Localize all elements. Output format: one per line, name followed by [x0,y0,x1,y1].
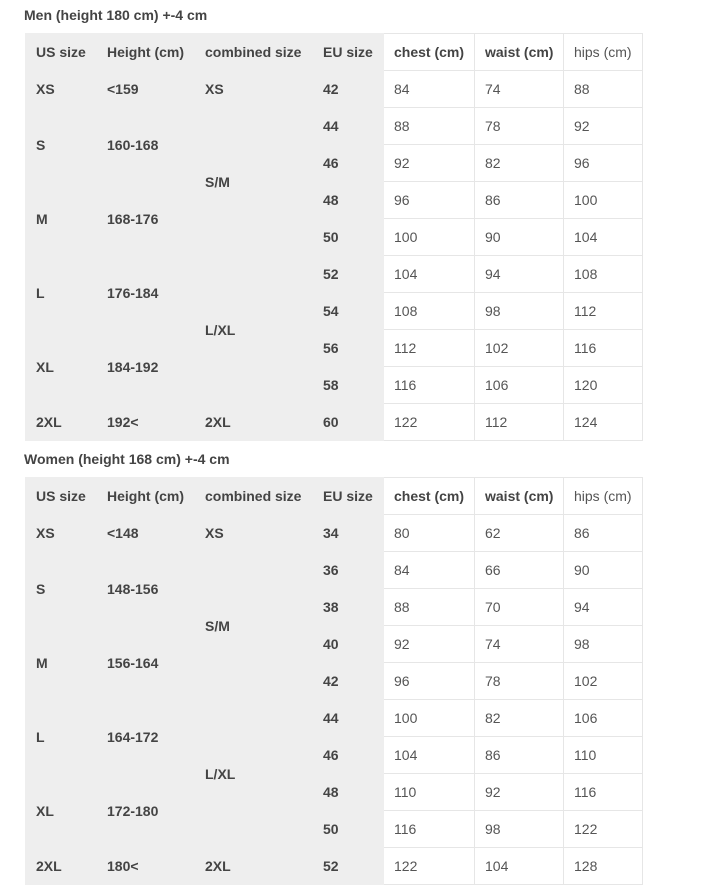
combined-size-cell: L/XL [195,256,313,404]
chest-cell: 88 [384,589,475,626]
column-header-eu-size: EU size [313,34,384,71]
eu-size-cell: 46 [313,737,384,774]
us-size-cell: M [26,626,97,700]
waist-cell: 66 [475,552,564,589]
chest-cell: 122 [384,848,475,885]
hips-cell: 124 [564,404,643,441]
eu-size-cell: 38 [313,589,384,626]
eu-size-cell: 36 [313,552,384,589]
hips-cell: 88 [564,71,643,108]
hips-cell: 110 [564,737,643,774]
height-cell: 180< [97,848,195,885]
eu-size-cell: 42 [313,663,384,700]
combined-size-cell: S/M [195,552,313,700]
chest-cell: 96 [384,663,475,700]
chest-cell: 116 [384,811,475,848]
eu-size-cell: 58 [313,367,384,404]
eu-size-cell: 54 [313,293,384,330]
column-header-combined-size: combined size [195,478,313,515]
chest-cell: 100 [384,219,475,256]
column-header-height: Height (cm) [97,34,195,71]
column-header-us-size: US size [26,34,97,71]
height-cell: 160-168 [97,108,195,182]
us-size-cell: L [26,256,97,330]
chest-cell: 92 [384,626,475,663]
column-header-hips: hips (cm) [564,478,643,515]
waist-cell: 62 [475,515,564,552]
hips-cell: 112 [564,293,643,330]
chest-cell: 92 [384,145,475,182]
table-row [26,71,643,108]
table-header-row [26,34,643,71]
combined-size-cell: L/XL [195,700,313,848]
chest-cell: 110 [384,774,475,811]
combined-size-cell: S/M [195,108,313,256]
eu-size-cell: 52 [313,848,384,885]
chest-cell: 104 [384,737,475,774]
chest-cell: 112 [384,330,475,367]
waist-cell: 102 [475,330,564,367]
table-row [26,515,643,552]
table-row [26,182,643,219]
table-row [26,552,643,589]
waist-cell: 112 [475,404,564,441]
hips-cell: 90 [564,552,643,589]
us-size-cell: 2XL [26,848,97,885]
combined-size-cell: XS [195,71,313,108]
table-row [26,700,643,737]
waist-cell: 82 [475,700,564,737]
us-size-cell: M [26,182,97,256]
combined-size-cell: 2XL [195,404,313,441]
hips-cell: 94 [564,589,643,626]
chest-cell: 122 [384,404,475,441]
column-header-combined-size: combined size [195,34,313,71]
column-header-height: Height (cm) [97,478,195,515]
height-cell: 168-176 [97,182,195,256]
waist-cell: 106 [475,367,564,404]
waist-cell: 86 [475,182,564,219]
column-header-waist: waist (cm) [475,34,564,71]
eu-size-cell: 48 [313,774,384,811]
chest-cell: 100 [384,700,475,737]
height-cell: 172-180 [97,774,195,848]
hips-cell: 106 [564,700,643,737]
height-cell: 148-156 [97,552,195,626]
eu-size-cell: 50 [313,811,384,848]
hips-cell: 116 [564,774,643,811]
waist-cell: 86 [475,737,564,774]
hips-cell: 96 [564,145,643,182]
us-size-cell: L [26,700,97,774]
hips-cell: 116 [564,330,643,367]
chest-cell: 108 [384,293,475,330]
height-cell: 184-192 [97,330,195,404]
hips-cell: 128 [564,848,643,885]
column-header-us-size: US size [26,478,97,515]
table-header-row [26,478,643,515]
eu-size-cell: 60 [313,404,384,441]
chest-cell: 84 [384,552,475,589]
column-header-chest: chest (cm) [384,478,475,515]
us-size-cell: S [26,108,97,182]
chest-cell: 116 [384,367,475,404]
women-size-table [25,477,643,885]
chest-cell: 84 [384,71,475,108]
waist-cell: 98 [475,293,564,330]
table-row [26,774,643,811]
hips-cell: 108 [564,256,643,293]
eu-size-cell: 52 [313,256,384,293]
eu-size-cell: 44 [313,108,384,145]
waist-cell: 104 [475,848,564,885]
table-row [26,848,643,885]
eu-size-cell: 40 [313,626,384,663]
waist-cell: 70 [475,589,564,626]
us-size-cell: XS [26,71,97,108]
hips-cell: 92 [564,108,643,145]
table-row [26,108,643,145]
us-size-cell: 2XL [26,404,97,441]
table-row [26,626,643,663]
chest-cell: 104 [384,256,475,293]
hips-cell: 122 [564,811,643,848]
eu-size-cell: 42 [313,71,384,108]
waist-cell: 78 [475,663,564,700]
waist-cell: 74 [475,71,564,108]
hips-cell: 100 [564,182,643,219]
table-row [26,404,643,441]
column-header-waist: waist (cm) [475,478,564,515]
waist-cell: 74 [475,626,564,663]
column-header-eu-size: EU size [313,478,384,515]
height-cell: 164-172 [97,700,195,774]
height-cell: <159 [97,71,195,108]
us-size-cell: XL [26,330,97,404]
men-size-table [25,33,643,441]
table-row [26,256,643,293]
waist-cell: 98 [475,811,564,848]
eu-size-cell: 44 [313,700,384,737]
women-section-title: Women (height 168 cm) +-4 cm [24,451,230,467]
waist-cell: 82 [475,145,564,182]
us-size-cell: XS [26,515,97,552]
eu-size-cell: 50 [313,219,384,256]
chest-cell: 96 [384,182,475,219]
hips-cell: 120 [564,367,643,404]
us-size-cell: XL [26,774,97,848]
column-header-hips: hips (cm) [564,34,643,71]
waist-cell: 78 [475,108,564,145]
combined-size-cell: 2XL [195,848,313,885]
height-cell: <148 [97,515,195,552]
table-row [26,330,643,367]
eu-size-cell: 34 [313,515,384,552]
height-cell: 176-184 [97,256,195,330]
height-cell: 192< [97,404,195,441]
hips-cell: 86 [564,515,643,552]
hips-cell: 102 [564,663,643,700]
combined-size-cell: XS [195,515,313,552]
waist-cell: 92 [475,774,564,811]
eu-size-cell: 46 [313,145,384,182]
height-cell: 156-164 [97,626,195,700]
men-section-title: Men (height 180 cm) +-4 cm [24,7,208,23]
hips-cell: 98 [564,626,643,663]
waist-cell: 94 [475,256,564,293]
column-header-chest: chest (cm) [384,34,475,71]
waist-cell: 90 [475,219,564,256]
hips-cell: 104 [564,219,643,256]
chest-cell: 80 [384,515,475,552]
chest-cell: 88 [384,108,475,145]
eu-size-cell: 48 [313,182,384,219]
us-size-cell: S [26,552,97,626]
eu-size-cell: 56 [313,330,384,367]
